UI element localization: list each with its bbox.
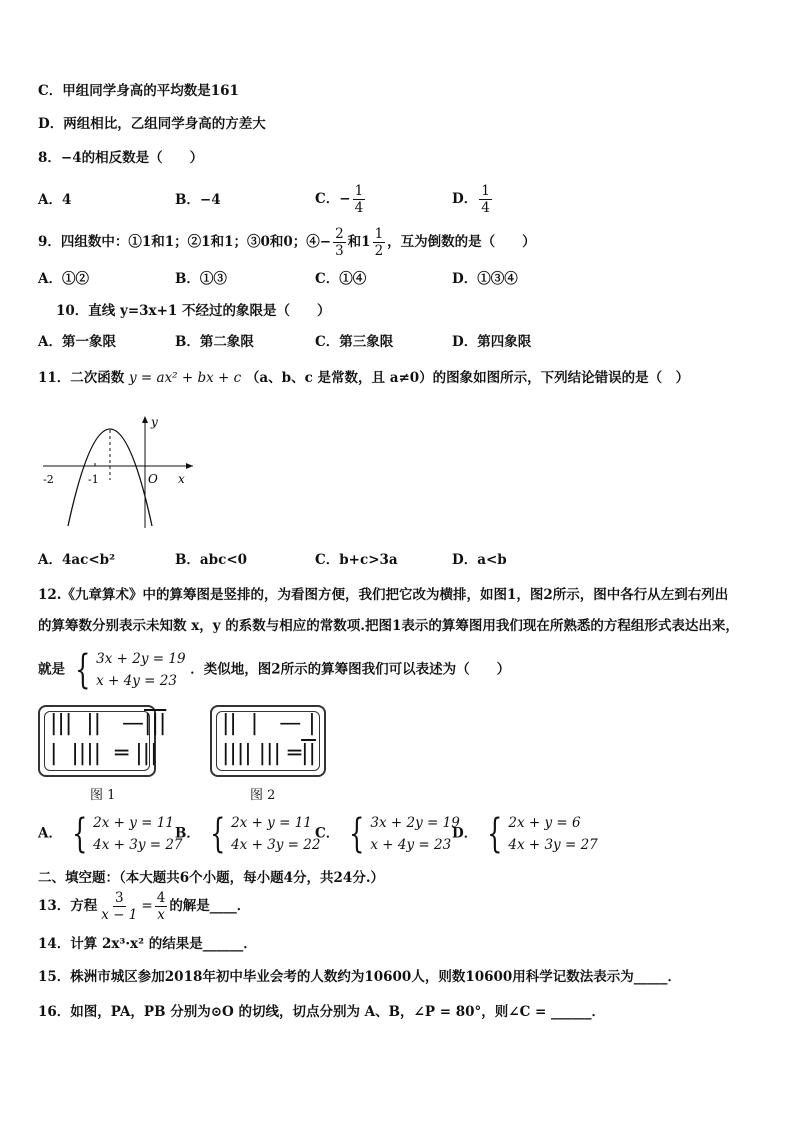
q9-option-d: D．①③④ xyxy=(452,271,518,287)
x-axis-arrow xyxy=(186,463,193,469)
q12-option-a xyxy=(38,812,183,856)
tick-label-minus-1: -1 xyxy=(88,473,99,486)
fraction xyxy=(155,890,168,923)
q11-formula: y = ax² + bx + c xyxy=(129,370,242,386)
q8-option-d xyxy=(452,183,494,216)
origin-label: O xyxy=(148,472,158,486)
q8-option-c xyxy=(315,183,367,216)
brace: { xyxy=(74,647,91,693)
option-d-q7: D．两组相比，乙组同学身高的方差大 xyxy=(38,116,266,132)
question-12-line-2: 的算筹数分别表示未知数 x，y 的系数与相应的常数项.把图1表示的算筹图用我们现在所熟悉的方程组形式表达出来， xyxy=(38,618,739,634)
equation: 4x + 3y = 22 xyxy=(231,837,321,853)
equation: 4x + 3y = 27 xyxy=(508,837,598,853)
denominator: x xyxy=(157,907,165,923)
numerator: 2 xyxy=(335,226,344,242)
parabola-graph xyxy=(38,410,198,532)
equation-system xyxy=(70,648,186,692)
q10-option-b: B．第二象限 xyxy=(175,334,254,350)
denominator: 4 xyxy=(354,200,364,216)
rod-row-1: ||| || —||| xyxy=(50,711,167,736)
fraction xyxy=(333,226,346,259)
equation: 3x + 2y = 19 xyxy=(370,815,460,831)
question-10: 10．直线 y=3x+1 不经过的象限是（ ） xyxy=(56,303,331,319)
equation: x + 4y = 23 xyxy=(370,837,452,853)
fraction xyxy=(479,183,492,216)
q9-text-a: 9．四组数中：①1和1；②1和1；③0和0；④− xyxy=(38,234,332,250)
q11-text-a: 11．二次函数 xyxy=(38,370,125,386)
equation-system xyxy=(482,812,598,856)
x-label: x xyxy=(178,472,185,486)
option-label: B． xyxy=(175,825,200,842)
q12-text-a: 就是 xyxy=(38,661,65,678)
q13-text-b: 的解是____． xyxy=(169,898,251,914)
question-12-line-1: 12.《九章算术》中的算筹图是竖排的，为看图方便，我们把它改为横排，如图1，图2所示，图中各行从左到右列出 xyxy=(38,587,729,603)
q10-option-a: A．第一象限 xyxy=(38,334,116,350)
equation: 3x + 2y = 19 xyxy=(96,651,186,667)
option-label: C． xyxy=(315,825,340,842)
fraction xyxy=(373,226,386,259)
q8-option-d-prefix: D． xyxy=(452,191,478,207)
brace: { xyxy=(71,811,88,857)
equation: 2x + y = 6 xyxy=(508,815,581,831)
question-8: 8．−4的相反数是（ ） xyxy=(38,150,204,166)
equation: 4x + 3y = 27 xyxy=(93,837,183,853)
numerator: 1 xyxy=(354,183,364,199)
option-label: A． xyxy=(38,825,62,842)
numerator: 3 xyxy=(115,890,124,906)
question-9 xyxy=(38,226,536,259)
question-14: 14．计算 2x³·x² 的结果是______． xyxy=(38,936,257,952)
q11-option-c: C．b+c>3a xyxy=(315,552,398,568)
brace: { xyxy=(487,811,503,857)
y-label: y xyxy=(151,415,158,429)
option-label: D． xyxy=(452,825,478,842)
denominator: 3 xyxy=(335,243,344,259)
q8-option-c-prefix: C．− xyxy=(315,191,351,207)
fraction xyxy=(99,890,139,923)
q8-option-b: B．−4 xyxy=(175,192,221,208)
q11-option-b: B．abc<0 xyxy=(175,552,248,568)
q11-option-a: A．4ac<b² xyxy=(38,552,115,568)
q9-option-b: B．①③ xyxy=(175,271,227,287)
q12-text-b: ．类似地，图2所示的算筹图我们可以表述为（ ） xyxy=(190,661,511,678)
q9-text-c: ，互为倒数的是（ ） xyxy=(387,234,536,250)
equation-system xyxy=(344,812,460,856)
q13-text-a: 13．方程 xyxy=(38,898,98,914)
q12-option-d xyxy=(452,812,598,856)
rod-row-2: |||| ||| ═|| xyxy=(222,741,316,766)
q9-option-c: C．①④ xyxy=(315,271,367,287)
rod-row-1: || | — | xyxy=(222,711,316,736)
q8-option-a: A．4 xyxy=(38,192,72,208)
fraction xyxy=(353,183,366,216)
equation: x + 4y = 23 xyxy=(96,673,177,689)
q9-text-b: 和1 xyxy=(347,234,371,250)
question-15: 15．株洲市城区参加2018年初中毕业会考的人数约为10600人，则数10600用科学记数法表示为_____． xyxy=(38,969,682,985)
q9-option-a: A．①② xyxy=(38,271,89,287)
question-11 xyxy=(38,369,689,387)
figure-2-caption: 图 2 xyxy=(250,788,276,803)
denominator: x − 1 xyxy=(101,907,138,923)
q11-text-b: （a、b、c 是常数，且 a≠0）的图象如图所示，下列结论错误的是（ ） xyxy=(245,370,690,386)
q11-option-d: D．a<b xyxy=(452,552,507,568)
question-13 xyxy=(38,890,250,923)
denominator: 2 xyxy=(374,243,384,259)
equals-sign: = xyxy=(141,898,153,914)
equation-system xyxy=(205,812,321,856)
q12-option-c xyxy=(315,812,460,856)
section-2-heading: 二、填空题：（本大题共6个小题，每小题4分，共24分.） xyxy=(38,870,385,886)
figure-1-caption: 图 1 xyxy=(90,788,116,803)
brace: { xyxy=(349,811,365,857)
numerator: 4 xyxy=(156,890,166,906)
brace: { xyxy=(209,811,225,857)
rod-row-2: | |||| ═ ||| xyxy=(50,741,158,766)
equation-system xyxy=(67,812,183,856)
tick-label-minus-2: -2 xyxy=(43,473,54,486)
option-c-q7: C．甲组同学身高的平均数是161 xyxy=(38,83,239,99)
equation: 2x + y = 11 xyxy=(231,815,312,831)
q12-option-b xyxy=(175,812,320,856)
equation: 2x + y = 11 xyxy=(93,815,174,831)
numerator: 1 xyxy=(481,183,490,199)
denominator: 4 xyxy=(481,200,490,216)
question-12-line-3 xyxy=(38,648,510,692)
counting-rod-figure-2 xyxy=(210,705,326,777)
y-axis-arrow xyxy=(142,416,148,423)
q10-option-d: D．第四象限 xyxy=(452,334,532,350)
question-16: 16．如图，PA，PB 分别为⊙O 的切线，切点分别为 A、B，∠P = 80°，则∠C = ______． xyxy=(38,1004,606,1020)
q10-option-c: C．第三象限 xyxy=(315,334,394,350)
numerator: 1 xyxy=(374,226,384,242)
counting-rod-figure-1 xyxy=(38,705,167,777)
